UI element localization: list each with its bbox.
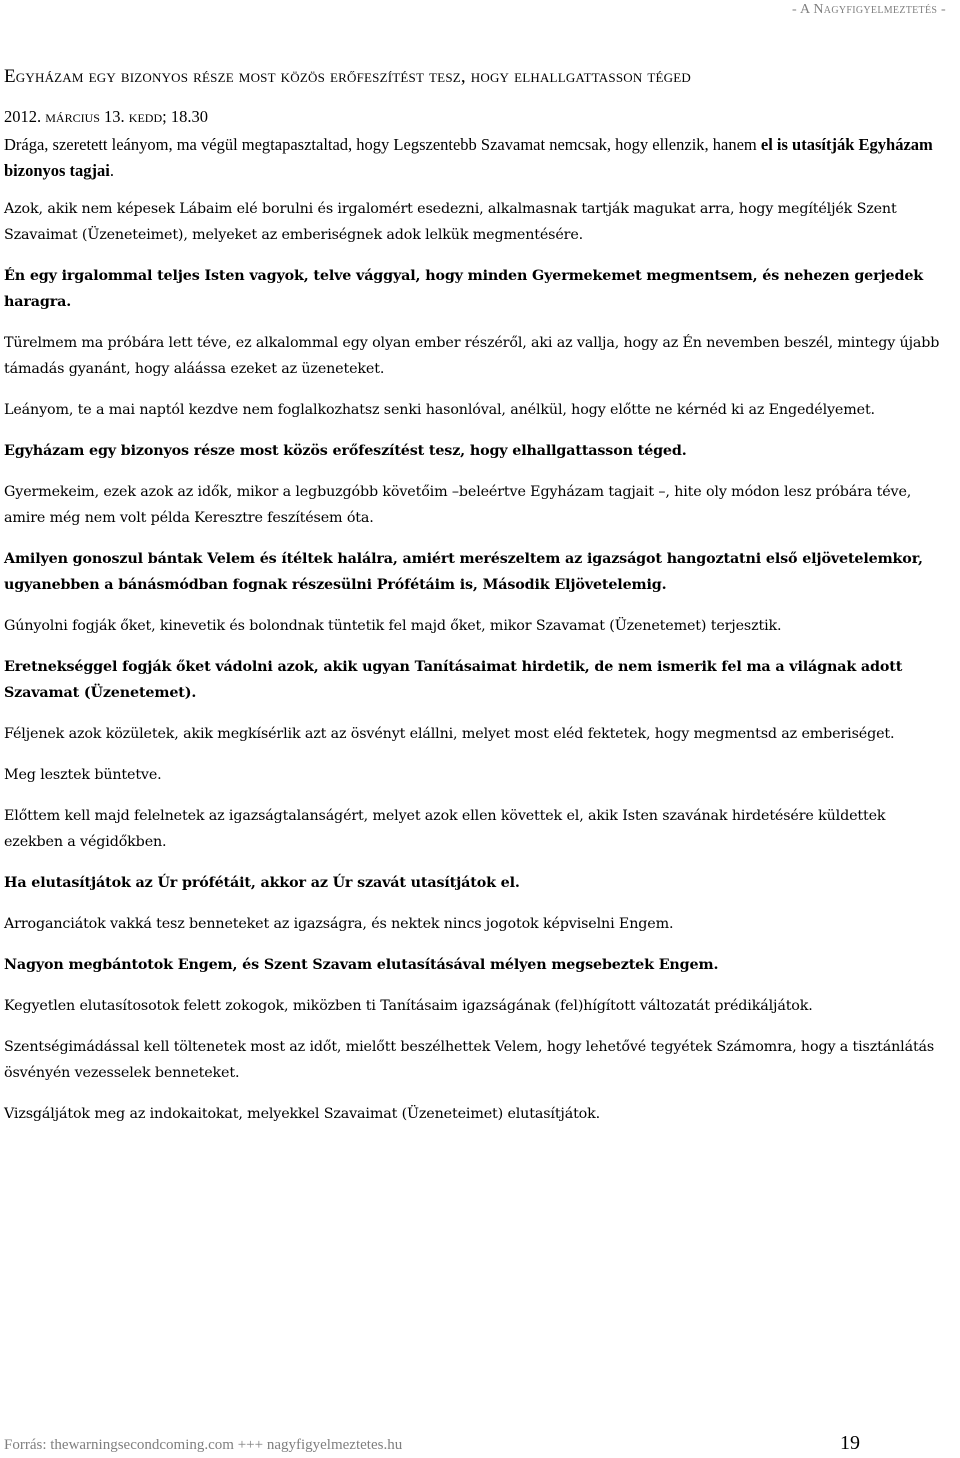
paragraph: Türelmem ma próbára lett téve, ez alkalommal egy olyan ember részéről, aki az vallja, hogy az Én nevemben beszél, mintegy újabb támadás gyanánt, hogy aláássa ezeket az üzeneteket. <box>4 335 940 377</box>
paragraph: Én egy irgalommal teljes Isten vagyok, telve vággyal, hogy minden Gyermekemet megmentsem, és nehezen gerjedek haragra. <box>4 268 924 310</box>
running-header: - A Nagyfigyelmeztetés - <box>791 2 946 17</box>
intro-end: . <box>109 161 115 180</box>
paragraph: Eretnekséggel fogják őket vádolni azok, akik ugyan Tanításaimat hirdetik, de nem ismerik fel ma a világnak adott Szavamat (Üzenetemet). <box>4 659 903 701</box>
paragraph: Gúnyolni fogják őket, kinevetik és bolondnak tüntetik fel majd őket, mikor Szavamat (Üzenetemet) terjesztik. <box>4 618 782 634</box>
paragraph: Gyermekeim, ezek azok az idők, mikor a legbuzgóbb követőim –beleértve Egyházam tagjait –, hite oly módon lesz próbára téve, amire még nem volt példa Keresztre feszítésem óta. <box>4 484 912 526</box>
paragraph: Előttem kell majd felelnetek az igazságtalanságért, melyet azok ellen követtek el, akik Isten szavának hirdetésére küldettek ezekben a végidőkben. <box>4 808 886 850</box>
article-date: 2012. március 13. kedd; 18.30 <box>4 107 208 126</box>
paragraph: Arroganciátok vakká tesz benneteket az igazságra, és nektek nincs jogotok képviselni Engem. <box>4 916 674 932</box>
paragraph: Szentségimádással kell töltenetek most az időt, mielőtt beszélhettek Velem, hogy lehetővé tegyétek Számomra, hogy a tisztánlátás ösvényén vezesselek benneteket. <box>4 1039 935 1081</box>
paragraph: Amilyen gonoszul bántak Velem és ítéltek halálra, amiért merészeltem az igazságot hangoztatni első eljövetelemkor, ugyanebben a bánásmódban fognak részesülni Prófétáim is, Második Eljövetelemig. <box>4 551 923 593</box>
paragraph: Ha elutasítjátok az Úr prófétáit, akkor az Úr szavát utasítjátok el. <box>4 875 520 891</box>
paragraph: Féljenek azok közületek, akik megkísérlik azt az ösvényt elállni, melyet most eléd fektetek, hogy megmentsd az emberiséget. <box>4 726 895 742</box>
intro-paragraph <box>4 132 944 184</box>
paragraph: Egyházam egy bizonyos része most közös erőfeszítést tesz, hogy elhallgattasson téged. <box>4 443 687 459</box>
article-title: Egyházam egy bizonyos része most közös erőfeszítést tesz, hogy elhallgattasson téged <box>4 66 691 87</box>
paragraph: Leányom, te a mai naptól kezdve nem foglalkozhatsz senki hasonlóval, anélkül, hogy előtte ne kérnéd ki az Engedélyemet. <box>4 402 875 418</box>
paragraph: Kegyetlen elutasítosotok felett zokogok, miközben ti Tanításaim igazságának (fel)hígított változatát prédikáljátok. <box>4 998 813 1014</box>
paragraph: Meg lesztek büntetve. <box>4 767 162 783</box>
article <box>4 60 944 1142</box>
paragraph: Vizsgáljátok meg az indokaitokat, melyekkel Szavaimat (Üzeneteimet) elutasítjátok. <box>4 1106 601 1122</box>
page-number: 19 <box>840 1432 860 1454</box>
paragraph: Azok, akik nem képesek Lábaim elé borulni és irgalomért esedezni, alkalmasnak tartják magukat arra, hogy megítéljék Szent Szavaimat (Üzeneteimet), melyeket az emberiségnek adok lelkük megmentésére. <box>4 201 897 243</box>
intro-text: Drága, szeretett leányom, ma végül megtapasztaltad, hogy Legszentebb Szavamat nemcsak, hogy ellenzik, hanem <box>4 135 761 154</box>
paragraph: Nagyon megbántotok Engem, és Szent Szavam elutasításával mélyen megsebeztek Engem. <box>4 957 719 973</box>
intro-bold-text: el is utasítják Egyházam bizonyos tagjai <box>4 135 933 180</box>
footer-source: Forrás: thewarningsecondcoming.com +++ nagyfigyelmeztetes.hu <box>4 1437 403 1453</box>
